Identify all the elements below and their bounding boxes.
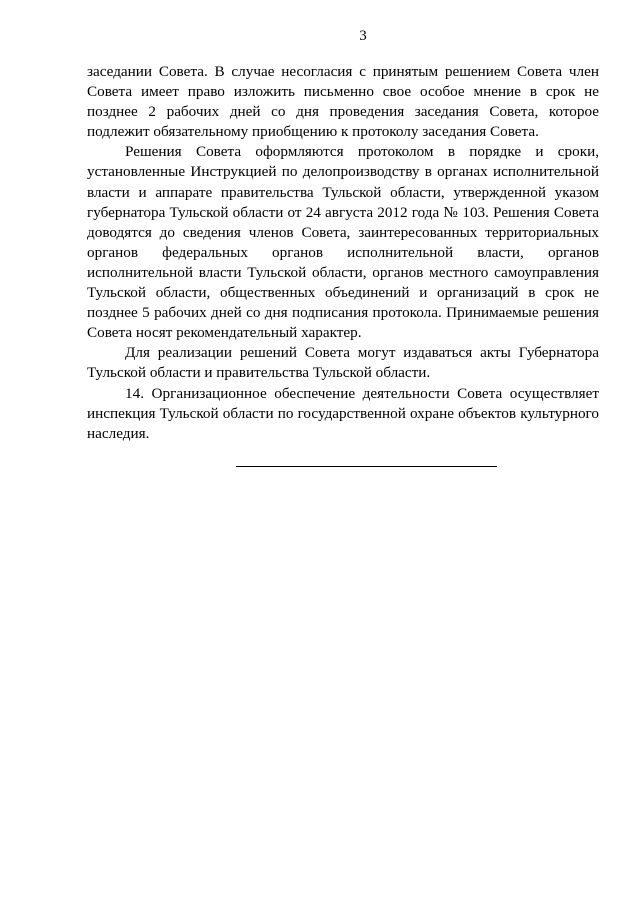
paragraph-continuation: заседании Совета. В случае несогласия с принятым решением Совета член Совета имеет право изложить письменно свое особое мнение в срок не позднее 2 рабочих дней со дня проведения заседания Совета, которое подлежит обязательному приобщению к протоколу заседания Совета. xyxy=(87,63,599,141)
end-separator-line xyxy=(236,466,497,467)
paragraph-implementation-acts: Для реализации решений Совета могут издаваться акты Губернатора Тульской области и правительства Тульской области. xyxy=(87,344,599,382)
document-body xyxy=(87,62,599,444)
paragraph-council-decisions: Решения Совета оформляются протоколом в порядке и сроки, установленные Инструкцией по делопроизводству в органах исполнительной власти и аппарате правительства Тульской области, утвержденной указом губернатора Тульской области от 24 августа 2012 года № 103. Решения Совета доводятся до сведения членов Совета, заинтересованных территориальных органов федеральных органов исполнительной власти, органов исполнительной власти Тульской области, органов местного самоуправления Тульской области, общественных объединений и организаций в срок не позднее 5 рабочих дней со дня подписания протокола. Принимаемые решения Совета носят рекомендательный характер. xyxy=(87,143,599,342)
page-number: 3 xyxy=(359,28,367,44)
paragraph-item-14: 14. Организационное обеспечение деятельности Совета осуществляет инспекция Тульской области по государственной охране объектов культурного наследия. xyxy=(87,384,599,442)
